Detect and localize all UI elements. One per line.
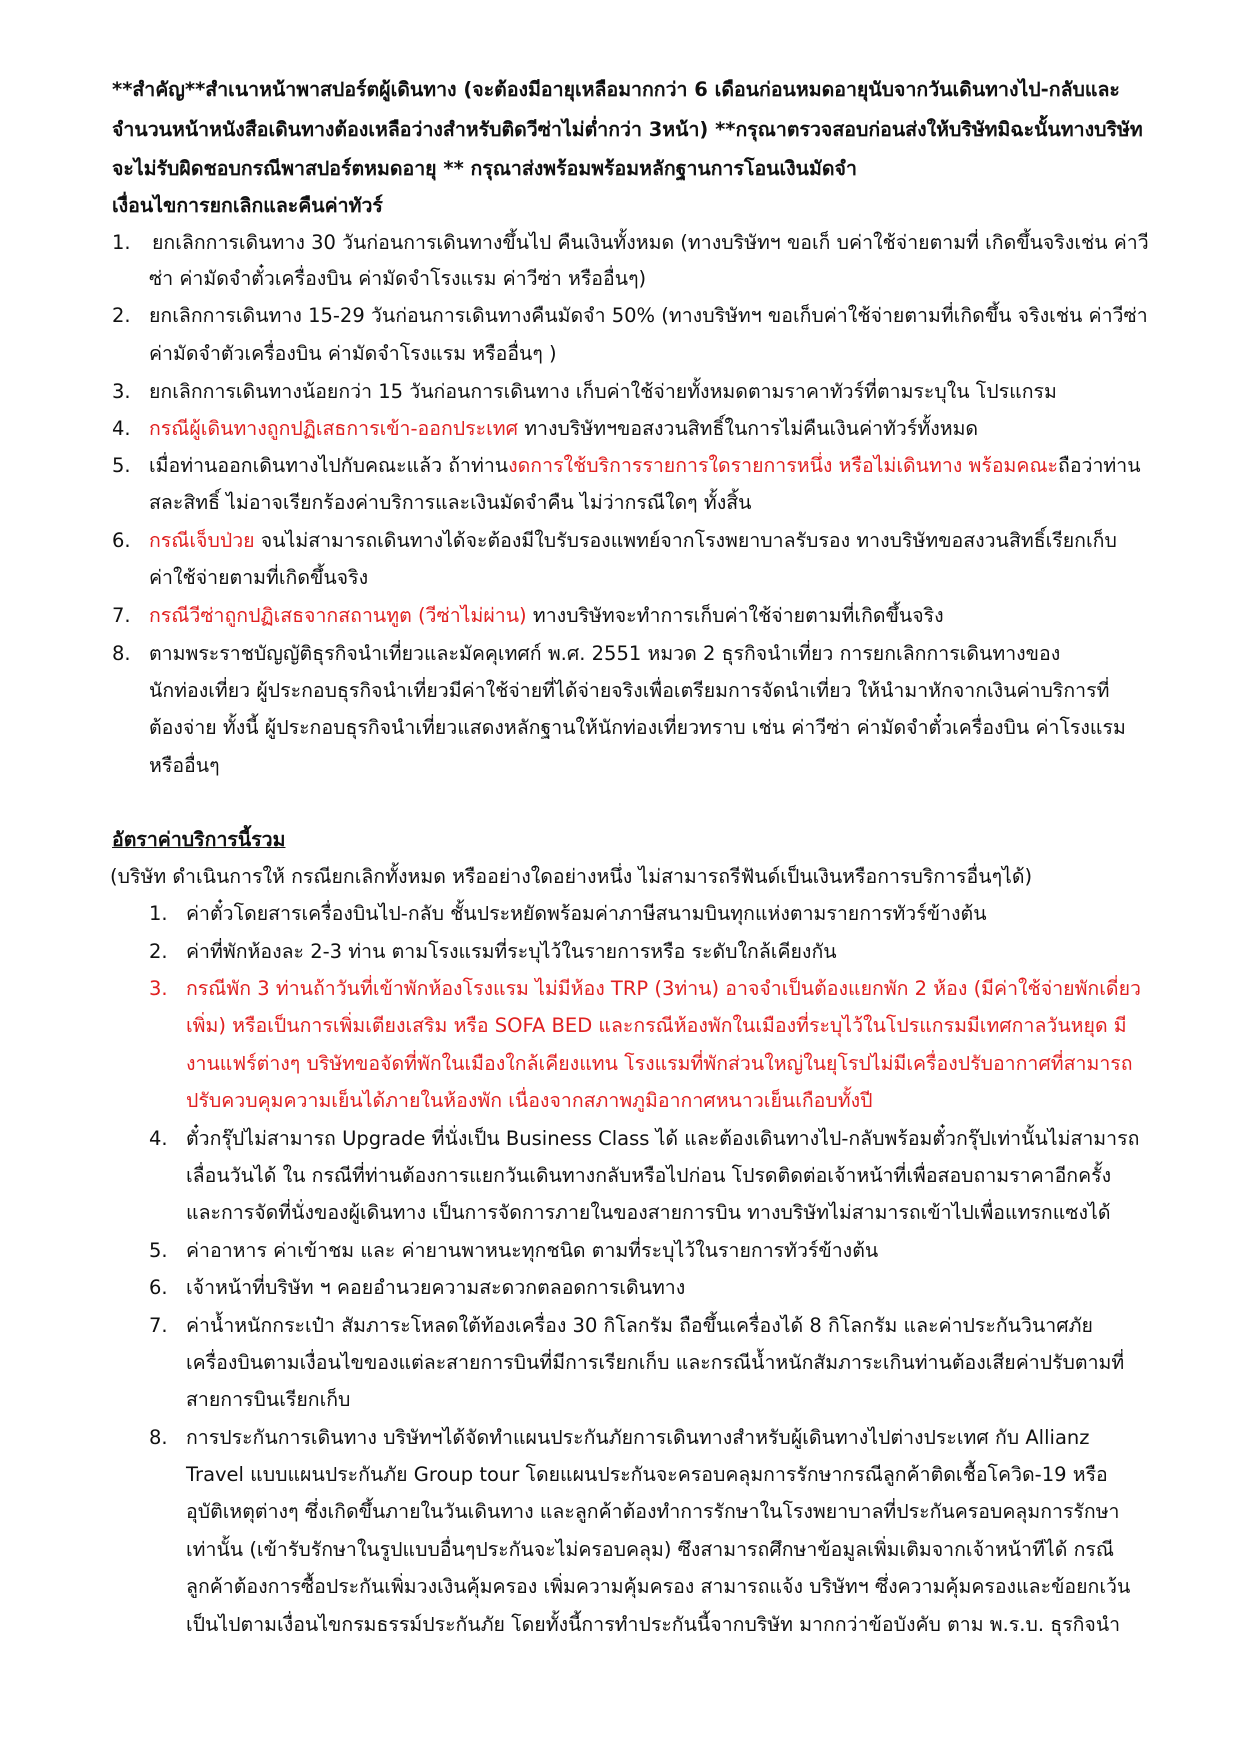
list-item-cont: สละสิทธิ์ ไม่อาจเรียกร้องค่าบริการและเงินมัดจำคืน ไม่ว่ากรณีใดๆ ทั้งสิ้น (149, 491, 752, 514)
list-item: ตามพระราชบัญญัติธุรกิจนำเที่ยวและมัคคุเทศก์ พ.ศ. 2551 หมวด 2 ธุรกิจนำเที่ยว การยกเลิกการเดินทางของ (149, 642, 1061, 665)
list-number: 1. (149, 902, 168, 925)
text-span: จนไม่สามารถเดินทางได้จะต้องมีใบรับรองแพทย์จากโรงพยาบาลรับรอง ทางบริษัทขอสงวนสิทธิ์เรียกเก็บ (254, 529, 1117, 552)
list-item-cont: และการจัดที่นั่งของผู้เดินทาง เป็นการจัดการภายในของสายการบิน ทางบริษัทไม่สามารถเข้าไปเพื่อแทรกแซงได้ (186, 1201, 1111, 1224)
list-number: 2. (112, 304, 131, 327)
list-number: 2. (149, 940, 168, 963)
list-item-cont: ลูกค้าต้องการซื้อประกันเพิ่มวงเงินคุ้มครอง เพิ่มความคุ้มครอง สามารถแจ้ง บริษัทฯ ซึ่งความคุ้มครองและข้อยกเว้น (186, 1575, 1131, 1598)
intro-line-2: จำนวนหน้าหนังสือเดินทางต้องเหลือว่างสำหรับติดวีซ่าไม่ต่ำกว่า 3หน้า) **กรุณาตรวจสอบก่อนส่งให้บริษัทมิฉะนั้นทางบริษัท (112, 118, 1143, 141)
list-item-cont: ต้องจ่าย ทั้งนี้ ผู้ประกอบธุรกิจนำเที่ยวแสดงหลักฐานให้นักท่องเที่ยวทราบ เช่น ค่าวีซ่า ค่ามัดจำตั๋วเครื่องบิน ค่าโรงแรม (149, 716, 1126, 739)
list-number: 4. (149, 1127, 168, 1150)
cancel-heading: เงื่อนไขการยกเลิกและคืนค่าทัวร์ (112, 194, 383, 217)
list-item: ยกเลิกการเดินทาง 30 วันก่อนการเดินทางขึ้นไป คืนเงินทั้งหมด (ทางบริษัทฯ ขอเก็ บค่าใช้จ่ายตามที่ เกิดขึ้นจริงเช่น ค่าวี (152, 231, 1149, 254)
list-item-cont: งานแฟร์ต่างๆ บริษัทขอจัดที่พักในเมืองใกล้เคียงแทน โรงแรมที่พักส่วนใหญ่ในยุโรปไม่มีเครื่องปรับอากาศที่สามารถ (186, 1052, 1133, 1075)
red-highlight: กรณีวีซ่าถูกปฏิเสธจากสถานทูต (วีซ่าไม่ผ่าน) (149, 604, 527, 627)
list-item: ค่าตั๋วโดยสารเครื่องบินไป-กลับ ชั้นประหยัดพร้อมค่าภาษีสนามบินทุกแห่งตามรายการทัวร์ข้างต้น (186, 902, 987, 925)
list-item-cont: เพิ่ม) หรือเป็นการเพิ่มเตียงเสริม หรือ SOFA BED และกรณีห้องพักในเมืองที่ระบุไว้ในโปรแกรมมีเทศกาลวันหยุด มี (186, 1014, 1127, 1037)
list-item-cont: เลื่อนวันได้ ใน กรณีที่ท่านต้องการแยกวันเดินทางกลับหรือไปก่อน โปรดติดต่อเจ้าหน้าที่เพื่อสอบถามราคาอีกครั้ง (186, 1164, 1112, 1187)
list-item-cont: นักท่องเที่ยว ผู้ประกอบธุรกิจนำเที่ยวมีค่าใช้จ่ายที่ได้จ่ายจริงเพื่อเตรียมการจัดนำเที่ยว ให้นำมาหักจากเงินค่าบริการที่ (149, 679, 1110, 702)
text-span: ทางบริษัทฯขอสงวนสิทธิ์ในการไม่คืนเงินค่าทัวร์ทั้งหมด (518, 417, 979, 440)
list-number: 6. (149, 1276, 168, 1299)
list-item-cont: ปรับควบคุมความเย็นได้ภายในห้องพัก เนื่องจากสภาพภูมิอากาศหนาวเย็นเกือบทั้งปี (186, 1089, 873, 1112)
list-item (149, 527, 1117, 555)
red-highlight: กรณีเจ็บป่วย (149, 529, 255, 552)
list-number: 3. (112, 380, 131, 403)
list-item-cont: สายการบินเรียกเก็บ (186, 1388, 351, 1411)
list-number: 5. (149, 1239, 168, 1262)
list-item: ตั๋วกรุ๊ปไม่สามารถ Upgrade ที่นั่งเป็น Business Class ได้ และต้องเดินทางไป-กลับพร้อมตั๋วกรุ๊ปเท่านั้นไม่สามารถ (186, 1127, 1140, 1150)
text-span: เมื่อท่านออกเดินทางไปกับคณะแล้ว ถ้าท่าน (149, 454, 509, 477)
list-number: 7. (149, 1314, 168, 1337)
list-item-cont: เท่านั้น (เข้ารับรักษาในรูปแบบอื่นๆประกันจะไม่ครอบคลุม) ซึงสามารถศึกษาข้อมูลเพิ่มเติมจากเจ้าหน้าทีได้ กรณี (186, 1538, 1114, 1561)
list-number: 5. (112, 454, 131, 477)
list-number: 8. (112, 642, 131, 665)
list-item: ยกเลิกการเดินทางน้อยกว่า 15 วันก่อนการเดินทาง เก็บค่าใช้จ่ายทั้งหมดตามราคาทัวร์ที่ตามระบุใน โปรแกรม (149, 380, 1057, 403)
list-item-cont: เครื่องบินตามเงื่อนไขของแต่ละสายการบินที่มีการเรียกเก็บ และกรณีน้ำหนักสัมภาระเกินท่านต้องเสียค่าปรับตามที่ (186, 1351, 1125, 1374)
list-number: 1. (112, 231, 131, 254)
intro-line-1: **สำคัญ**สำเนาหน้าพาสปอร์ตผู้เดินทาง (จะต้องมีอายุเหลือมากกว่า 6 เดือนก่อนหมดอายุนับจากวันเดินทางไป-กลับและ (112, 78, 1120, 101)
list-item: ค่าน้ำหนักกระเป๋า สัมภาระโหลดใต้ท้องเครื่อง 30 กิโลกรัม ถือขึ้นเครื่องได้ 8 กิโลกรัม และค่าประกันวินาศภัย (186, 1314, 1093, 1337)
text-span: ถือว่าท่าน (1058, 454, 1141, 477)
list-item-cont: Travel แบบแผนประกันภัย Group tour โดยแผนประกันจะครอบคลุมการรักษากรณีลูกค้าติดเชื้อโควิด-19 หรือ (186, 1463, 1108, 1486)
intro-line-3: จะไม่รับผิดชอบกรณีพาสปอร์ตหมดอายุ ** กรุณาส่งพร้อมพร้อมหลักฐานการโอนเงินมัดจำ (112, 157, 857, 180)
list-item-cont: หรืออื่นๆ (149, 754, 220, 777)
list-number: 3. (149, 977, 168, 1000)
rates-note: (บริษัท ดำเนินการให้ กรณียกเลิกทั้งหมด หรืออย่างใดอย่างหนึ่ง ไม่สามารถรีฟันด์เป็นเงินหรือการบริการอื่นๆได้) (110, 865, 1033, 888)
list-item: เจ้าหน้าที่บริษัท ฯ คอยอำนวยความสะดวกตลอดการเดินทาง (186, 1276, 686, 1299)
list-item (149, 602, 944, 630)
list-item: การประกันการเดินทาง บริษัทฯได้จัดทำแผนประกันภัยการเดินทางสำหรับผู้เดินทางไปต่างประเทศ กับ Allianz (186, 1426, 1090, 1449)
list-number: 8. (149, 1426, 168, 1449)
list-number: 6. (112, 529, 131, 552)
list-item: ยกเลิกการเดินทาง 15-29 วันก่อนการเดินทางคืนมัดจำ 50% (ทางบริษัทฯ ขอเก็บค่าใช้จ่ายตามที่เกิดขึ้น จริงเช่น ค่าวีซ่า (149, 304, 1148, 327)
list-item: ค่าอาหาร ค่าเข้าชม และ ค่ายานพาหนะทุกชนิด ตามที่ระบุไว้ในรายการทัวร์ข้างต้น (186, 1239, 879, 1262)
list-item: กรณีพัก 3 ท่านถ้าวันที่เข้าพักห้องโรงแรม ไม่มีห้อง TRP (3ท่าน) อาจจำเป็นต้องแยกพัก 2 ห้อง (มีค่าใช้จ่ายพักเดี่ยว (186, 977, 1141, 1000)
list-number: 4. (112, 417, 131, 440)
red-highlight: งดการใช้บริการรายการใดรายการหนึ่ง หรือไม่เดินทาง พร้อมคณะ (508, 454, 1059, 477)
list-number: 7. (112, 604, 131, 627)
list-item-cont: ค่าใช้จ่ายตามที่เกิดขึ้นจริง (149, 566, 369, 589)
list-item: ค่าที่พักห้องละ 2-3 ท่าน ตามโรงแรมที่ระบุไว้ในรายการหรือ ระดับใกล้เคียงกัน (186, 940, 837, 963)
text-span: ทางบริษัทจะทำการเก็บค่าใช้จ่ายตามที่เกิดขึ้นจริง (526, 604, 944, 627)
list-item-cont: เป็นไปตามเงื่อนไขกรมธรรม์ประกันภัย โดยทั้งนี้การทำประกันนี้จากบริษัท มากกว่าข้อบังคับ ตาม พ.ร.บ. ธุรกิจนำ (186, 1613, 1121, 1636)
list-item-cont: ค่ามัดจำตัวเครื่องบิน ค่ามัดจำโรงแรม หรืออื่นๆ ) (149, 342, 557, 365)
red-highlight: กรณีผู้เดินทางถูกปฏิเสธการเข้า-ออกประเทศ (149, 417, 518, 440)
list-item-cont: อุบัติเหตุต่างๆ ซึ่งเกิดขึ้นภายในวันเดินทาง และลูกค้าต้องทำการรักษาในโรงพยาบาลที่ประกันครอบคลุมการรักษา (186, 1500, 1120, 1523)
list-item (149, 452, 1141, 480)
list-item (149, 415, 978, 443)
rates-heading: อัตราค่าบริการนี้รวม (112, 828, 286, 851)
list-item-cont: ซ่า ค่ามัดจำตั๋วเครื่องบิน ค่ามัดจำโรงแรม ค่าวีซ่า หรืออื่นๆ) (149, 267, 647, 290)
